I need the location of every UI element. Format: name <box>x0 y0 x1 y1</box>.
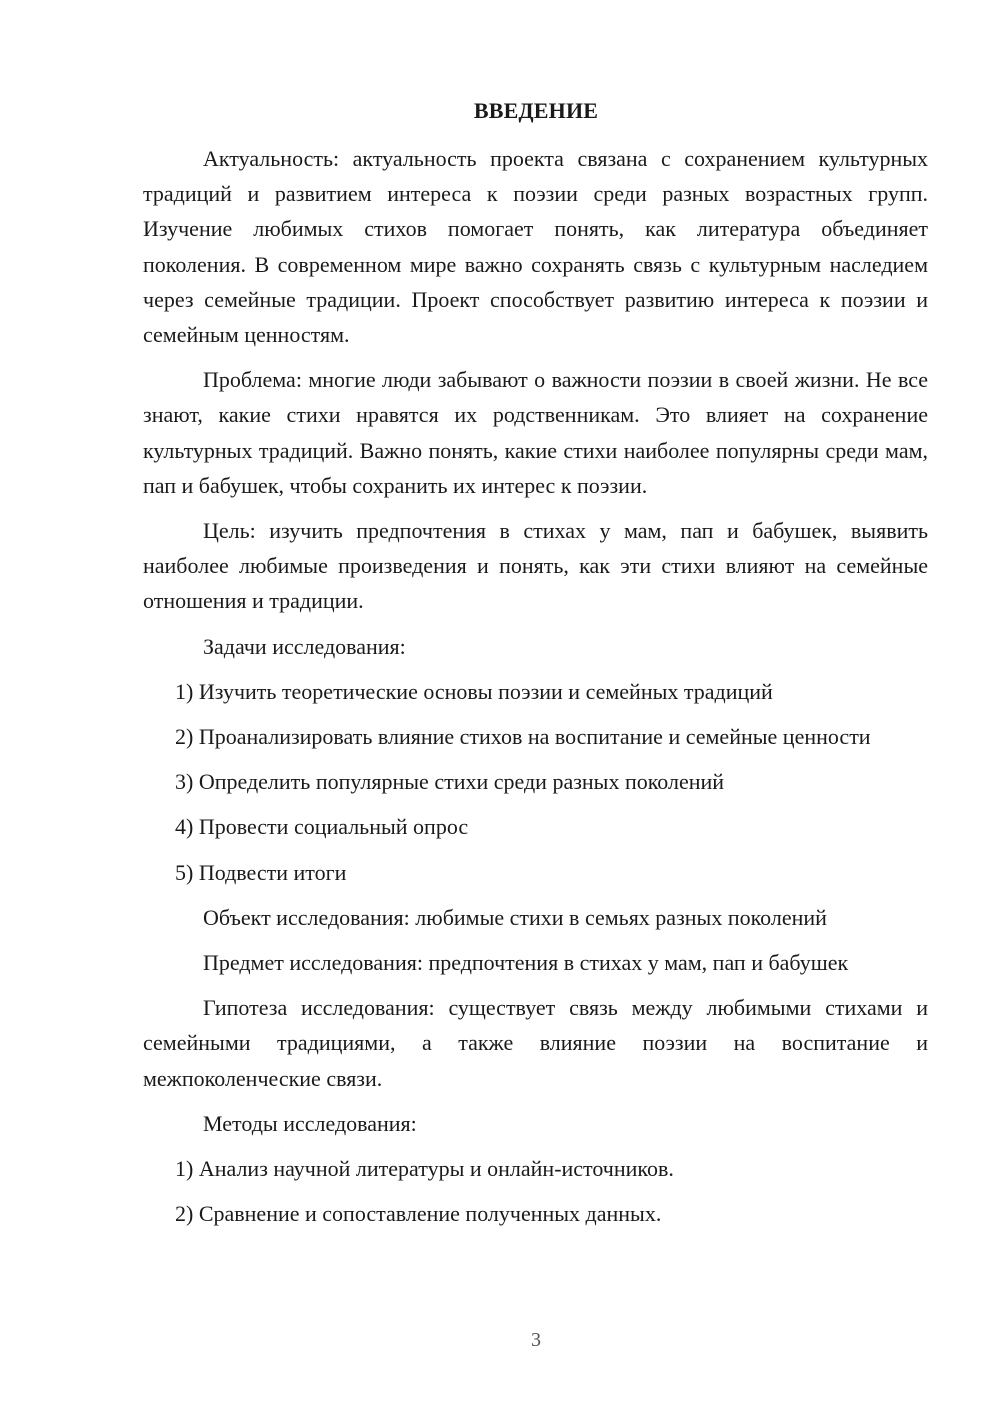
page-number: 3 <box>531 1329 541 1351</box>
tasks-title: Задачи исследования: <box>203 633 406 659</box>
method-item-2: 2) Сравнение и сопоставление полученных данных. <box>175 1201 662 1227</box>
object-paragraph: Объект исследования: любимые стихи в семьях разных поколений <box>203 904 827 930</box>
task-item-3: 3) Определить популярные стихи среди разных поколений <box>175 769 725 795</box>
method-item-1: 1) Анализ научной литературы и онлайн-источников. <box>175 1156 674 1182</box>
relevance-paragraph: Актуальность: актуальность проекта связана с сохранением культурных традиций и развитием интереса к поэзии среди разных возрастных групп. Изучение любимых стихов помогает понять, как литература объединяет поколения. В современном мире важно сохранять связь с культурным наследием через семейные традиции. Проект способствует развитию интереса к поэзии и семейным ценностям. <box>143 146 928 348</box>
methods-title: Методы исследования: <box>203 1110 417 1136</box>
task-item-1: 1) Изучить теоретические основы поэзии и семейных традиций <box>175 678 773 704</box>
problem-paragraph: Проблема: многие люди забывают о важности поэзии в своей жизни. Не все знают, какие стихи нравятся их родственникам. Это влияет на сохранение культурных традиций. Важно понять, какие стихи наиболее популярны среди мам, пап и бабушек, чтобы сохранить их интерес к поэзии. <box>143 367 928 498</box>
task-item-4: 4) Провести социальный опрос <box>175 814 469 840</box>
subject-paragraph: Предмет исследования: предпочтения в стихах у мам, пап и бабушек <box>203 950 849 976</box>
section-heading: ВВЕДЕНИЕ <box>473 98 599 123</box>
hypothesis-paragraph: Гипотеза исследования: существует связь между любимыми стихами и семейными традициями, а также влияние поэзии на воспитание и межпоколенческие связи. <box>143 995 928 1091</box>
task-item-5: 5) Подвести итоги <box>175 859 347 885</box>
task-item-2: 2) Проанализировать влияние стихов на воспитание и семейные ценности <box>175 724 871 750</box>
goal-paragraph: Цель: изучить предпочтения в стихах у мам, пап и бабушек, выявить наиболее любимые произведения и понять, как эти стихи влияют на семейные отношения и традиции. <box>143 518 928 614</box>
page-body <box>143 141 928 1241</box>
